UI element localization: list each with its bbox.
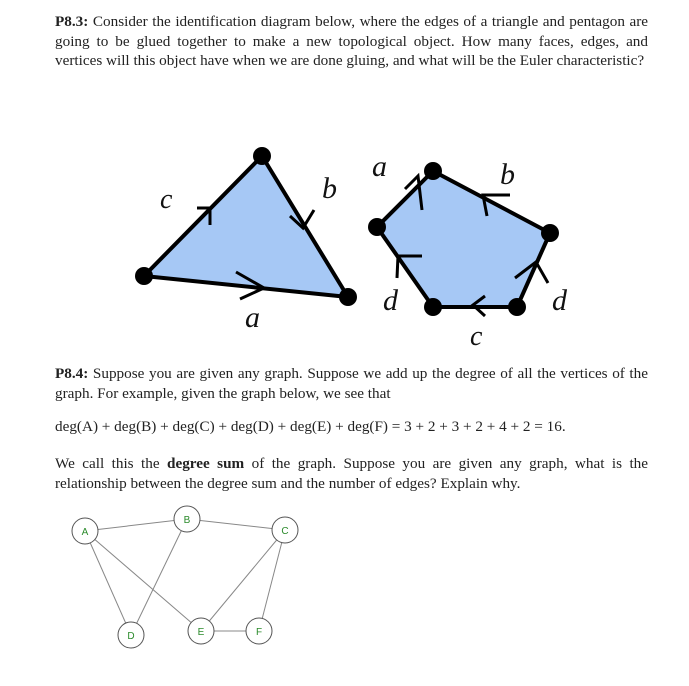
pentagon-label-d-left: d: [383, 284, 398, 317]
edge-a-e: [85, 531, 201, 631]
triangle-label-b: b: [322, 172, 337, 205]
vertex-label-e: E: [197, 627, 205, 638]
problem-8-3-text: Consider the identification diagram below, where the edges of a triangle and pentagon are going to be glued together to make a new topological object. How many faces, edges, and vertices will this object have when we are done gluing, and what will be the Euler characteristic?: [55, 13, 648, 70]
problem-8-3-label: P8.3:: [55, 13, 89, 30]
question-text-after: of the graph. Suppose you are given any graph, what is the relationship between the degree sum and the number of edges? Explain why.: [55, 455, 648, 492]
edge-b-d: [131, 519, 187, 635]
pentagon-label-a: a: [372, 150, 387, 183]
pentagon-label-c: c: [470, 321, 483, 352]
degree-sum-term: degree sum: [167, 455, 245, 472]
problem-8-4-text: Suppose you are given any graph. Suppose we add up the degree of all the vertices of the graph. For example, given the graph below, we see that: [55, 365, 648, 402]
vertex-label-f: F: [255, 627, 263, 638]
vertex-label-a: A: [81, 527, 89, 538]
triangle-label-c: c: [160, 184, 173, 215]
edge-b-c: [187, 519, 285, 530]
question-text-before: We call this the: [55, 455, 160, 472]
edge-a-b: [85, 519, 187, 531]
pentagon-label-b: b: [500, 158, 515, 191]
vertex-label-d: D: [127, 631, 135, 642]
triangle-label-a: a: [245, 301, 260, 334]
vertex-label-c: C: [281, 526, 289, 537]
vertex-label-b: B: [183, 515, 191, 526]
problem-8-4-label: P8.4:: [55, 365, 89, 382]
pentagon-label-d-right: d: [552, 284, 567, 317]
edge-a-d: [85, 531, 131, 635]
degree-equation: deg(A) + deg(B) + deg(C) + deg(D) + deg(E) + deg(F) = 3 + 2 + 3 + 2 + 4 + 2 = 16.: [55, 418, 566, 435]
